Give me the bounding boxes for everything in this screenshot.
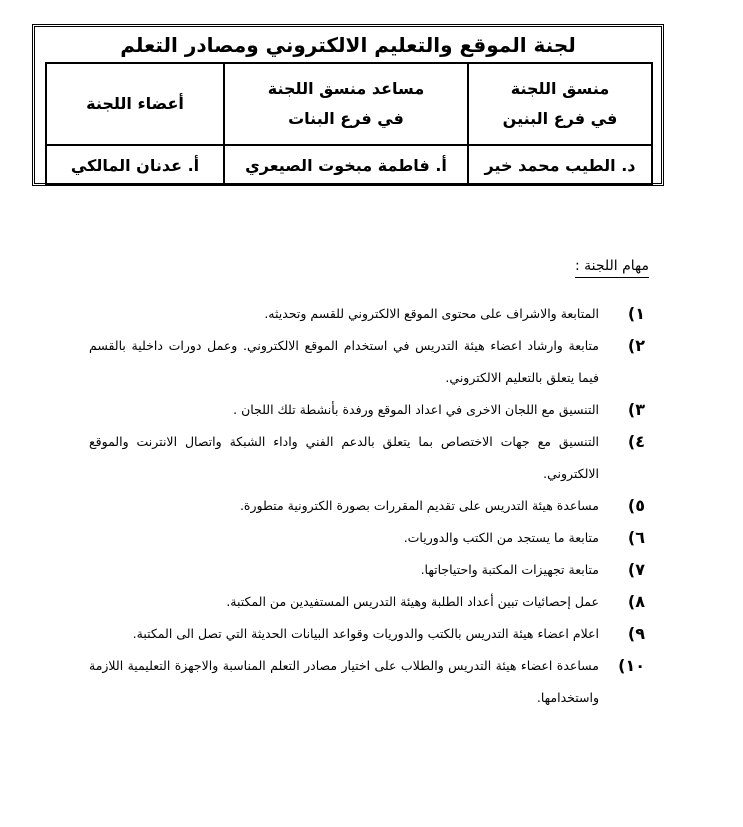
assistant-name: أ. فاطمة مبخوت الصيعري — [224, 145, 468, 185]
task-text: متابعة وارشاد اعضاء هيئة التدريس في استخدام الموقع الالكتروني. وعمل دورات داخلية بالقسم فيما يتعلق بالتعليم الالكتروني. — [89, 338, 599, 385]
assistant-role-cell — [224, 63, 468, 145]
committee-members-table — [45, 62, 653, 186]
assistant-branch: في فرع البنات — [288, 109, 404, 128]
member-name: أ. عدنان المالكي — [46, 145, 224, 185]
list-item — [89, 330, 649, 394]
task-number: ٣) — [627, 400, 645, 419]
task-number: ٩) — [627, 624, 645, 643]
list-item — [89, 586, 649, 618]
list-item — [89, 650, 649, 714]
task-text: متابعة تجهيزات المكتبة واحتياجاتها. — [420, 562, 599, 577]
coordinator-role-cell — [468, 63, 652, 145]
roles-row — [46, 63, 652, 145]
task-text: المتابعة والاشراف على محتوى الموقع الالكتروني للقسم وتحديثه. — [264, 306, 599, 321]
task-number: ٧) — [627, 560, 645, 579]
coordinator-name: د. الطيب محمد خير — [468, 145, 652, 185]
task-number: ٨) — [627, 592, 645, 611]
coordinator-role: منسق اللجنة — [510, 79, 610, 98]
task-text: اعلام اعضاء هيئة التدريس بالكتب والدوريات وقواعد البيانات الحديثة التي تصل الى المكتبة. — [132, 626, 599, 641]
list-item — [89, 394, 649, 426]
list-item — [89, 618, 649, 650]
list-item — [89, 554, 649, 586]
task-number: ٤) — [627, 432, 645, 451]
tasks-list — [89, 298, 649, 714]
list-item — [89, 298, 649, 330]
task-text: التنسيق مع اللجان الاخرى في اعداد الموقع ورفدة بأنشطة تلك اللجان . — [233, 402, 599, 417]
coordinator-branch: في فرع البنين — [502, 109, 618, 128]
list-item — [89, 426, 649, 490]
names-row — [46, 145, 652, 185]
task-number: ٥) — [627, 496, 645, 515]
members-role-cell — [46, 63, 224, 145]
task-number: ٢) — [627, 336, 645, 355]
tasks-heading: مهام اللجنة : — [575, 256, 649, 278]
task-text: عمل إحصائيات تبين أعداد الطلبة وهيئة التدريس المستفيدين من المكتبة. — [226, 594, 599, 609]
task-text: متابعة ما يستجد من الكتب والدوريات. — [403, 530, 599, 545]
task-number: ٦) — [627, 528, 645, 547]
committee-header-box — [32, 24, 664, 186]
list-item — [89, 522, 649, 554]
task-text: التنسيق مع جهات الاختصاص بما يتعلق بالدعم الفني واداء الشبكة واتصال الانترنت والموقع الالكتروني. — [89, 434, 599, 481]
task-text: مساعدة هيئة التدريس على تقديم المقررات بصورة الكترونية متطورة. — [239, 498, 599, 513]
committee-title: لجنة الموقع والتعليم الالكتروني ومصادر التعلم — [120, 33, 576, 57]
task-number: ١) — [627, 304, 645, 323]
members-label: أعضاء اللجنة — [86, 94, 184, 113]
task-text: مساعدة اعضاء هيئة التدريس والطلاب على اختيار مصادر التعلم المناسبة والاجهزة التعليمية اللازمة واستخدامها. — [89, 658, 599, 705]
list-item — [89, 490, 649, 522]
task-number: ١٠) — [618, 656, 645, 675]
assistant-role: مساعد منسق اللجنة — [267, 79, 425, 98]
